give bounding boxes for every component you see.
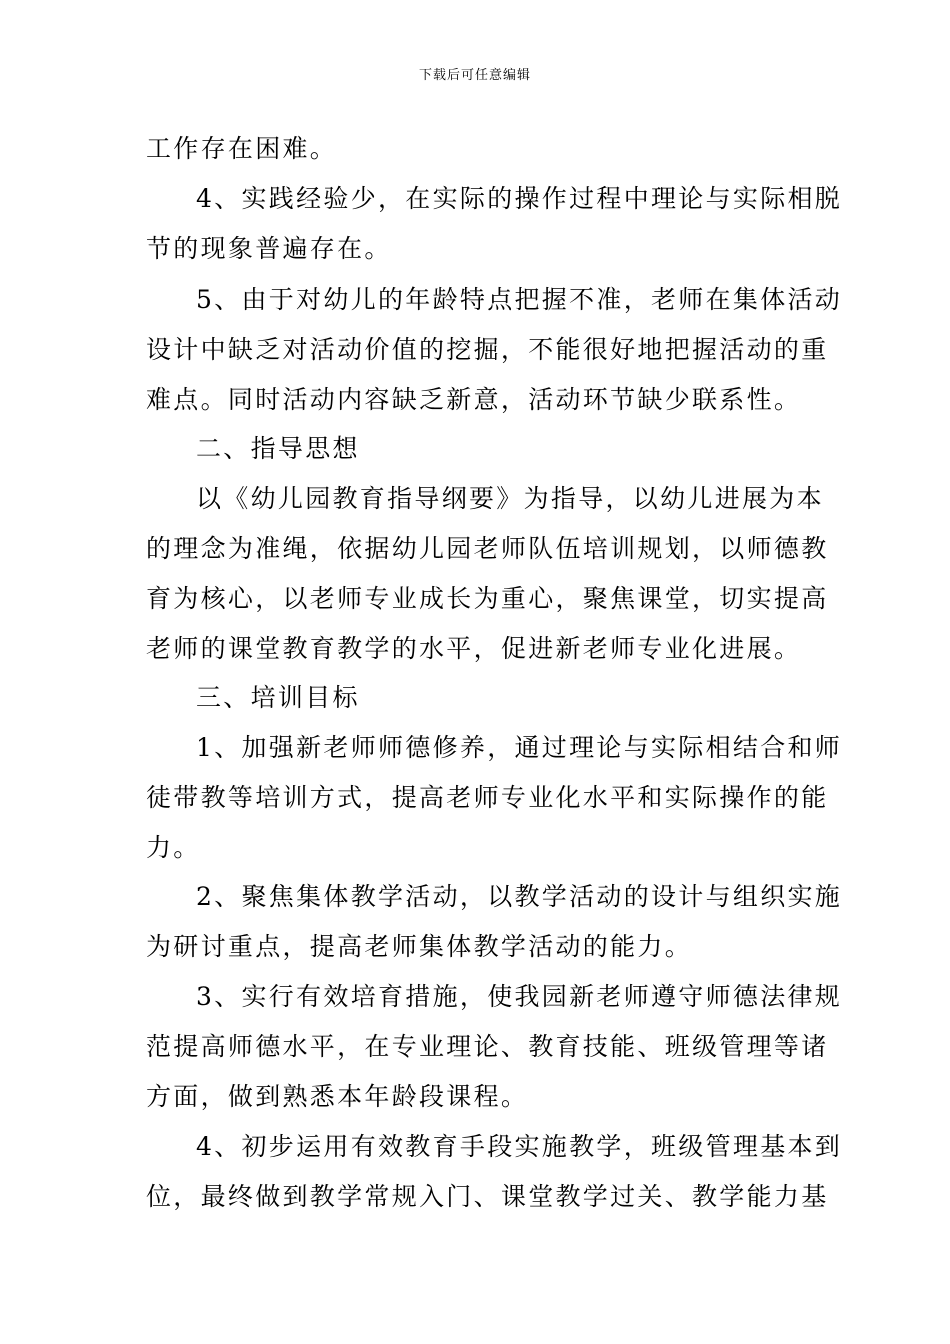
body-line: 设计中缺乏对活动价值的挖掘，不能很好地把握活动的重 xyxy=(146,335,829,364)
section-heading: 三、培训目标 xyxy=(196,683,360,712)
body-line: 1、加强新老师师德修养，通过理论与实际相结合和师 xyxy=(196,733,843,762)
body-line: 3、实行有效培育措施，使我园新老师遵守师德法律规 xyxy=(196,982,843,1011)
body-line: 节的现象普遍存在。 xyxy=(146,234,392,263)
body-line: 力。 xyxy=(146,833,201,862)
body-line: 工作存在困难。 xyxy=(146,134,338,163)
page-header: 下载后可任意编辑 xyxy=(418,68,531,83)
body-line: 2、聚焦集体教学活动，以教学活动的设计与组织实施 xyxy=(196,882,843,911)
body-line: 以《幼儿园教育指导纲要》为指导，以幼儿进展为本 xyxy=(196,484,824,513)
body-line: 的理念为准绳，依据幼儿园老师队伍培训规划，以师德教 xyxy=(146,534,829,563)
body-line: 范提高师德水平，在专业理论、教育技能、班级管理等诸 xyxy=(146,1032,829,1061)
body-line: 难点。同时活动内容缺乏新意，活动环节缺少联系性。 xyxy=(146,385,802,414)
body-line: 4、实践经验少，在实际的操作过程中理论与实际相脱 xyxy=(196,184,843,213)
body-line: 老师的课堂教育教学的水平，促进新老师专业化进展。 xyxy=(146,634,802,663)
body-line: 位，最终做到教学常规入门、课堂教学过关、教学能力基 xyxy=(146,1182,829,1211)
body-line: 育为核心，以老师专业成长为重心，聚焦课堂，切实提高 xyxy=(146,584,829,613)
section-heading: 二、指导思想 xyxy=(196,434,360,463)
body-line: 4、初步运用有效教育手段实施教学，班级管理基本到 xyxy=(196,1132,843,1161)
body-line: 徒带教等培训方式，提高老师专业化水平和实际操作的能 xyxy=(146,783,829,812)
body-line: 为研讨重点，提高老师集体教学活动的能力。 xyxy=(146,932,693,961)
body-line: 方面，做到熟悉本年龄段课程。 xyxy=(146,1082,529,1111)
body-line: 5、由于对幼儿的年龄特点把握不准，老师在集体活动 xyxy=(196,285,843,314)
